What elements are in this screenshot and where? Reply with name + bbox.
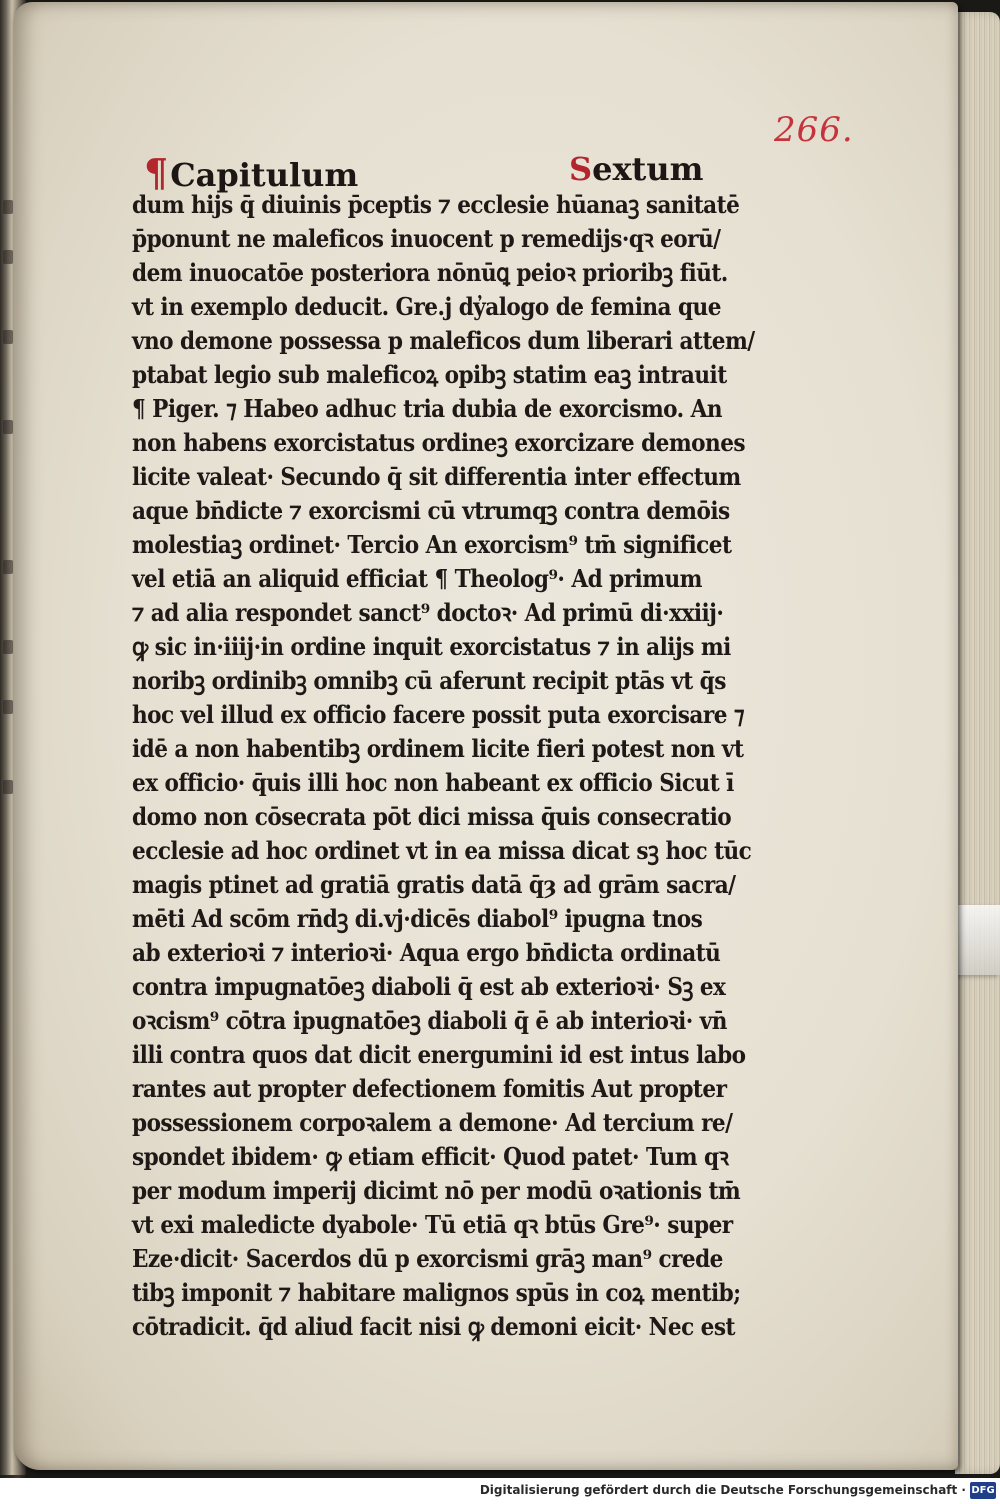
heading-capitulum: Capitulum xyxy=(170,156,359,194)
text-line: hoc vel illud ex officio facere possit puta exorcisare ⁊ xyxy=(132,700,745,729)
text-line: domo non cōsecrata pōt dici missa q̄uis consecratio xyxy=(132,802,732,831)
footer-bar xyxy=(0,1478,1000,1504)
text-line: vt exi maledicte dyabole· Tū etiā qꝛ btūs Gre⁹· super xyxy=(132,1210,733,1239)
text-line: molestiaꝫ ordinet· Tercio An exorcism⁹ tm̄ significet xyxy=(132,530,732,559)
text-line: illi contra quos dat dicit energumini id est intus labo xyxy=(132,1040,746,1069)
text-line: non habens exorcistatus ordineꝫ exorcizare demones xyxy=(132,428,746,457)
text-line: ptabat legio sub maleficoꝝ opibꝫ statim eaꝫ intrauit xyxy=(132,360,727,389)
heading-sextum: extum xyxy=(592,150,704,188)
text-line: dem inuocatōe posteriora nōnūꝗ peioꝛ prioribꝫ fiūt. xyxy=(132,258,728,287)
text-line: mēti Ad scōm rn̄dꝫ di.vj·dicēs diabol⁹ ipugna tnos xyxy=(132,904,703,933)
folio-number: 266. xyxy=(774,110,854,150)
edge-fragment xyxy=(3,640,13,654)
edge-fragment xyxy=(3,560,13,574)
edge-fragment xyxy=(3,780,13,794)
pilcrow-mark: ¶ xyxy=(144,150,169,195)
text-line: vno demone possessa p maleficos dum liberari attem/ xyxy=(132,326,755,355)
running-heading xyxy=(132,150,762,195)
text-line: contra impugnatōeꝫ diaboli q̄ est ab exterioꝛi· Sꝫ ex xyxy=(132,972,726,1001)
heading-right xyxy=(569,150,703,188)
text-line: magis ptinet ad gratiā gratis datā q̄ȝ ad grām sacra/ xyxy=(132,870,736,899)
edge-fragment xyxy=(3,200,13,214)
text-line: ¶ Piger. ⁊ Habeo adhuc tria dubia de exorcismo. An xyxy=(132,394,723,423)
text-line: dum hijs q̄ diuinis p̄ceptis ⁊ ecclesie hūanaꝫ sanitatē xyxy=(132,190,740,219)
text-line: ⁊ ad alia respondet sanct⁹ doctoꝛ· Ad primū di·xxiij· xyxy=(132,598,724,627)
text-line: ex officio· q̄uis illi hoc non habeant ex officio Sicut ī xyxy=(132,768,734,797)
text-line: licite valeat· Secundo q̄ sit differentia inter effectum xyxy=(132,462,741,491)
heading-initial: S xyxy=(569,150,593,188)
page-stack-edges xyxy=(955,12,1000,1474)
text-line: vel etiā an aliquid efficiat ¶ Theolog⁹· Ad primum xyxy=(132,564,703,593)
edge-fragment xyxy=(3,420,13,434)
dfg-logo: DFG xyxy=(970,1482,996,1499)
funding-credit: Digitalisierung gefördert durch die Deutsche Forschungsgemeinschaft · xyxy=(479,1483,966,1497)
text-line: spondet ibidem· ꝙ etiam efficit· Quod patet· Tum qꝛ xyxy=(132,1142,729,1171)
text-line: tibꝫ imponit ⁊ habitare malignos spūs in coꝝ mentib; xyxy=(132,1278,741,1307)
text-line: noribꝫ ordinibꝫ omnibꝫ cū aferunt recipit ptās vt q̄s xyxy=(132,666,726,695)
text-line: oꝛcism⁹ cōtra ipugnatōeꝫ diaboli q̄ ē ab interioꝛi· vn̄ xyxy=(132,1006,727,1035)
text-block xyxy=(132,150,762,1344)
text-line: possessionem corpoꝛalem a demone· Ad tercium re/ xyxy=(132,1108,733,1137)
text-line: idē a non habentibꝫ ordinem licite fieri potest non vt xyxy=(132,734,744,763)
edge-fragment xyxy=(3,700,13,714)
edge-fragment xyxy=(3,330,13,344)
text-line: cōtradicit. q̄d aliud facit nisi ꝙ demoni eicit· Nec est xyxy=(132,1312,735,1341)
text-line: rantes aut propter defectionem fomitis Aut propter xyxy=(132,1074,727,1103)
text-line: ecclesie ad hoc ordinet vt in ea missa dicat sꝫ hoc tūc xyxy=(132,836,752,865)
edge-fragment xyxy=(3,250,13,264)
text-line: vt in exemplo deducit. Gre.j dy̓alogo de femina que xyxy=(132,292,721,321)
page xyxy=(14,2,958,1470)
text-line: aque bn̄dicte ⁊ exorcismi cū vtrumqꝫ contra demōis xyxy=(132,496,730,525)
text-line: ab exterioꝛi ⁊ interioꝛi· Aqua ergo bn̄dicta ordinatū xyxy=(132,938,721,967)
text-line: ꝙ sic in·iiij·in ordine inquit exorcistatus ⁊ in alijs mi xyxy=(132,632,731,661)
text-lines xyxy=(132,188,762,1344)
text-line: per modum imperij dicimt nō per modū oꝛationis tm̄ xyxy=(132,1176,741,1205)
text-line: Eze·dicit· Sacerdos dū p exorcismi grāꝫ man⁹ crede xyxy=(132,1244,723,1273)
text-line: p̄ponunt ne maleficos inuocent p remedijs·qꝛ eorū/ xyxy=(132,224,721,253)
